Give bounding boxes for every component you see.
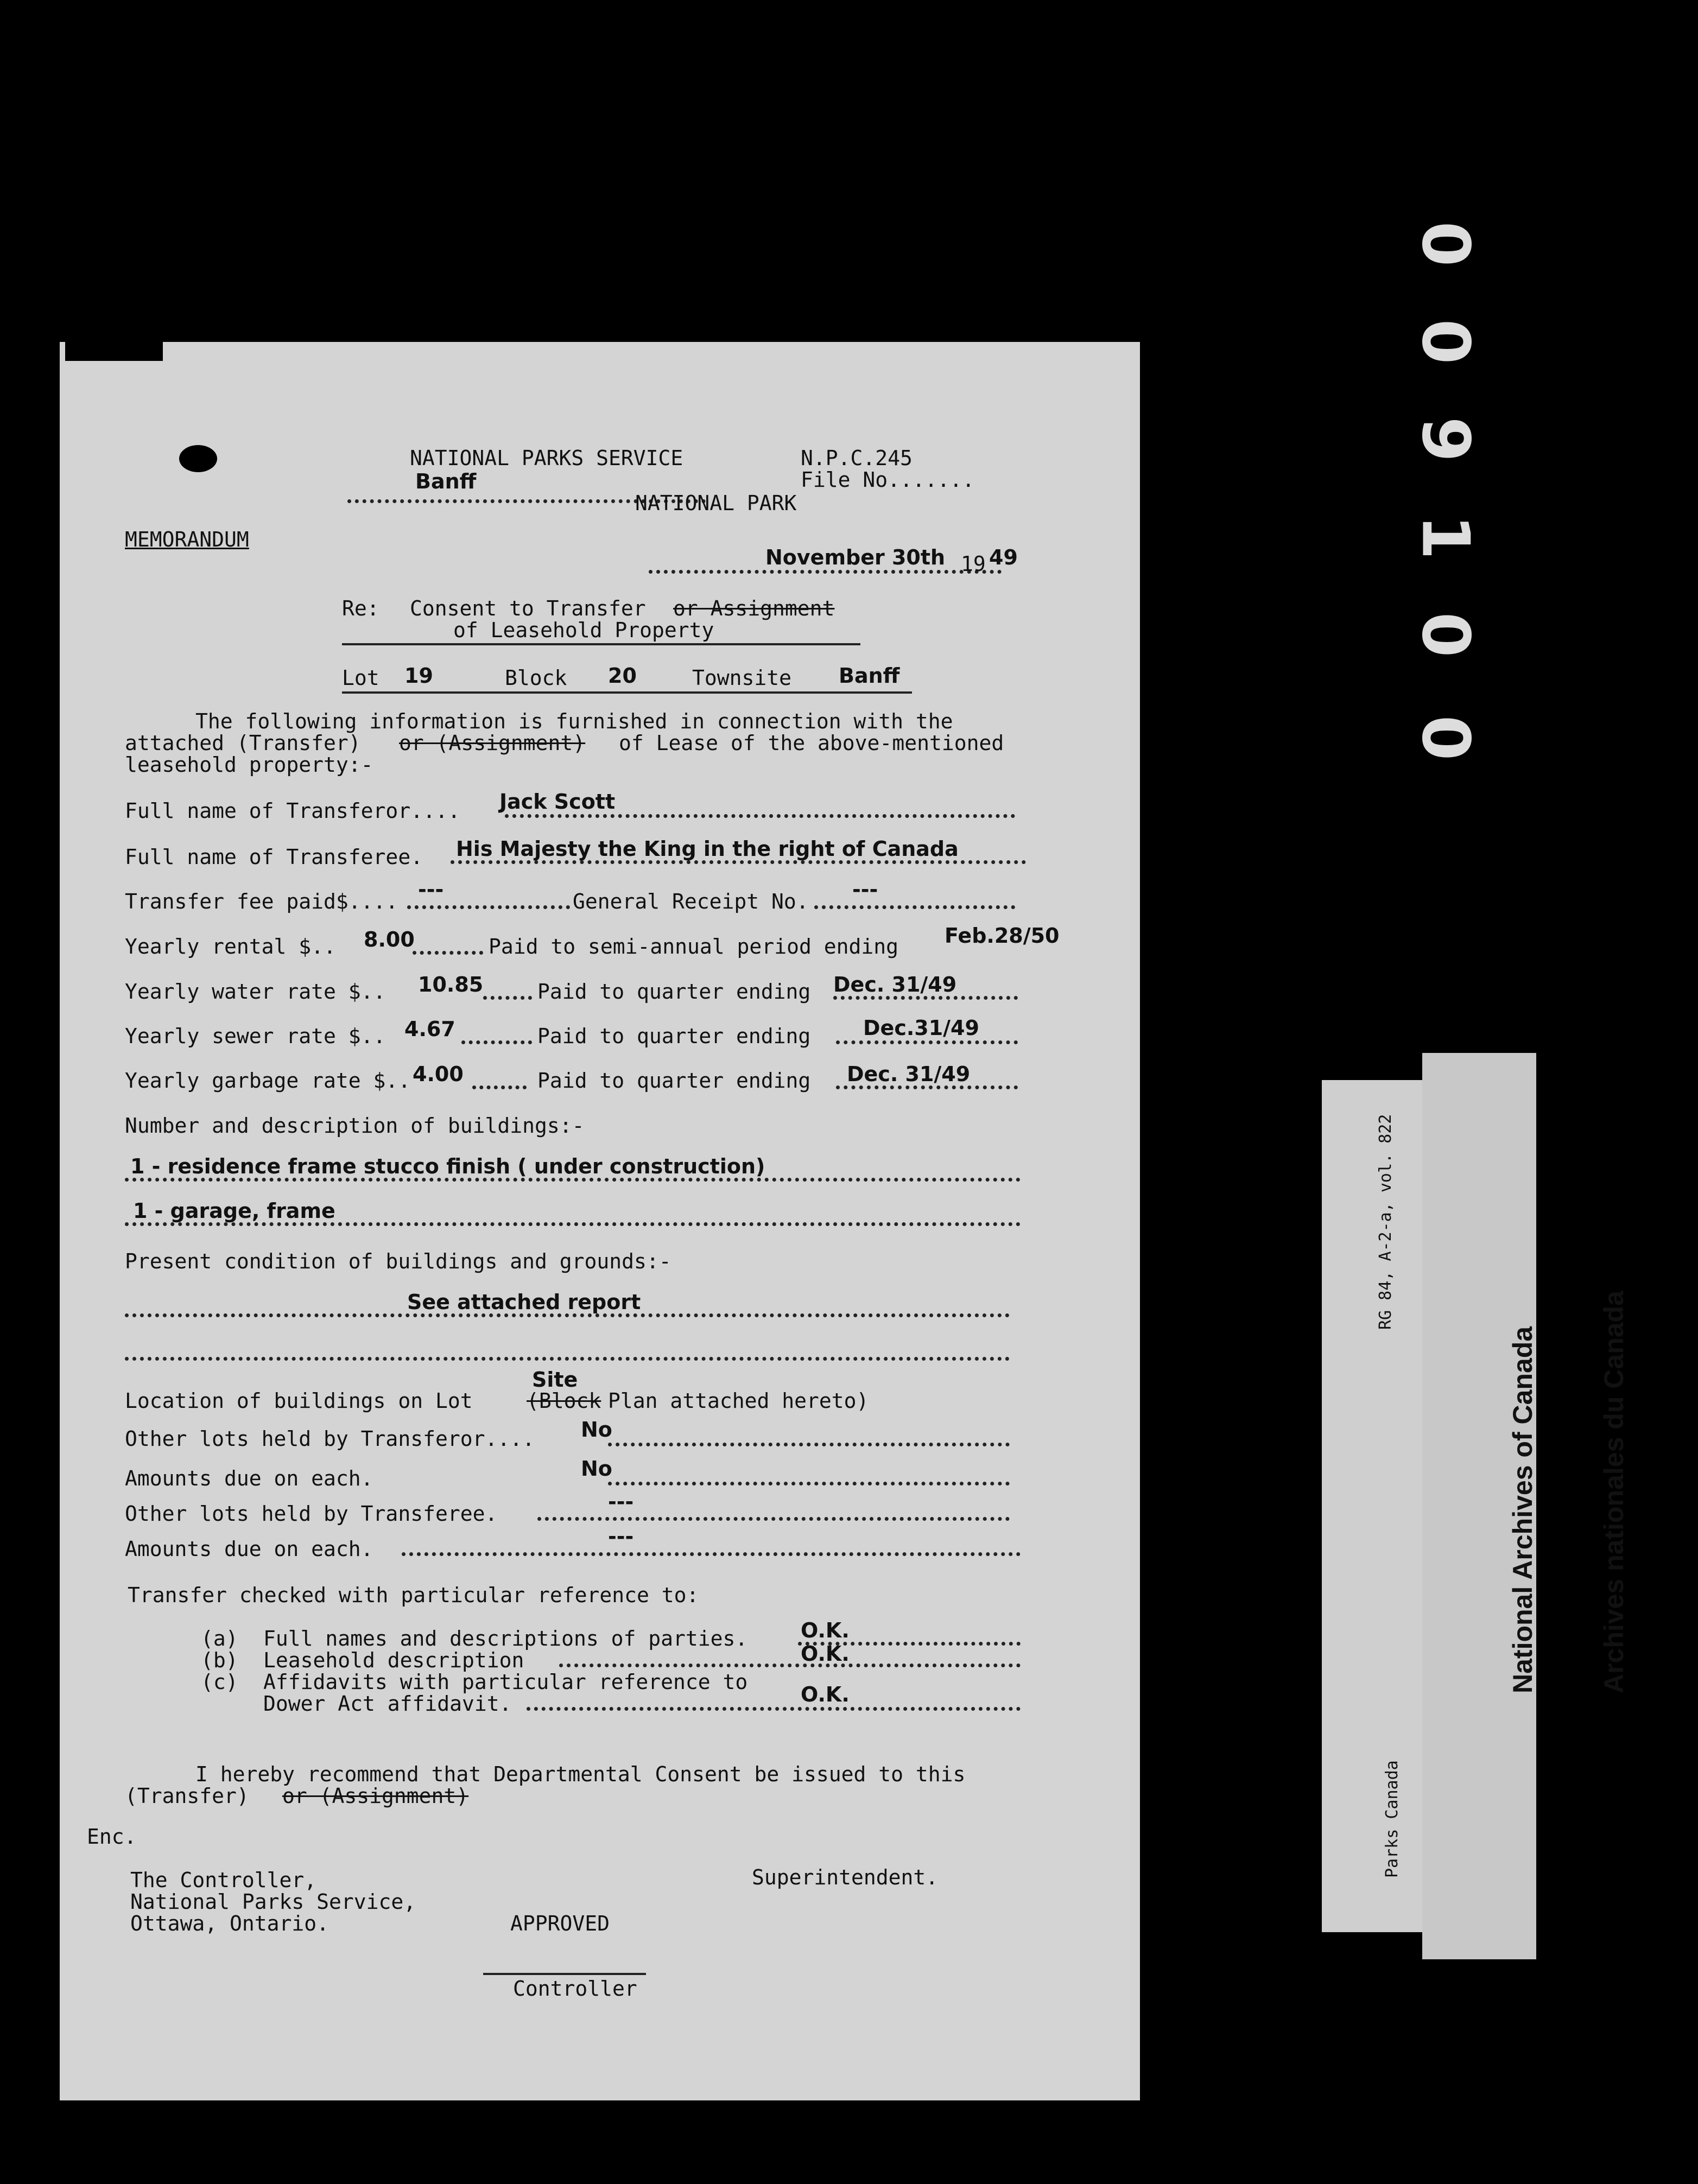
dotted-line (472, 1085, 527, 1089)
dotted-line (483, 996, 532, 1000)
dotted-line (608, 1443, 1010, 1446)
memorandum-heading: MEMORANDUM (125, 528, 249, 551)
lot-value: 19 (404, 664, 433, 688)
location-rest: Plan attached hereto) (608, 1389, 869, 1413)
amounts2-label: Amounts due on each. (125, 1537, 373, 1561)
re-line1-struck: or Assignment (673, 596, 835, 620)
reel-digit: 0 (1407, 612, 1483, 658)
dotted-line (537, 1517, 1010, 1521)
dotted-line (649, 570, 1002, 574)
file-number: File No....... (801, 468, 975, 492)
dotted-line (608, 1482, 1010, 1485)
signature-line (483, 1973, 646, 1975)
enclosure: Enc. (87, 1825, 137, 1849)
rental-end: Feb.28/50 (945, 924, 1060, 948)
dotted-line (836, 1040, 1018, 1044)
dotted-line (833, 996, 1018, 1000)
closing-line1: I hereby recommend that Departmental Consent be issued to this (195, 1762, 966, 1786)
archive-name-en: National Archives of Canada (1507, 1326, 1538, 1693)
sewer-end: Dec.31/49 (863, 1016, 979, 1040)
block-value: 20 (608, 664, 637, 688)
fee-label: Transfer fee paid$.... (125, 890, 398, 913)
dotted-line (505, 814, 1015, 818)
torn-corner (65, 337, 163, 361)
rental-label: Yearly rental $.. (125, 935, 336, 958)
intro-line3: leasehold property:- (125, 753, 373, 777)
water-mid: Paid to quarter ending (537, 980, 811, 1004)
check-b-key: (b) (201, 1648, 238, 1672)
rental-mid: Paid to semi-annual period ending (489, 935, 898, 958)
sewer-value: 4.67 (404, 1017, 455, 1041)
water-value: 10.85 (418, 973, 484, 996)
water-label: Yearly water rate $.. (125, 980, 386, 1004)
ink-blot (179, 445, 217, 472)
archive-name-label (1422, 1053, 1629, 1959)
memo-date: November 30th (765, 545, 946, 569)
location-insert: Site (532, 1368, 578, 1392)
check-c-text2: Dower Act affidavit. (263, 1692, 512, 1716)
fee-value: --- (418, 878, 444, 901)
year-suffix: 49 (989, 545, 1018, 569)
superintendent-signature: Superintendent. (752, 1865, 939, 1889)
check-a-key: (a) (201, 1627, 238, 1650)
buildings-label: Number and description of buildings:- (125, 1114, 585, 1138)
transferee-value: His Majesty the King in the right of Canada (456, 837, 959, 861)
npc-number: N.P.C.245 (801, 446, 913, 470)
block-label: Block (505, 666, 567, 690)
check-a-text: Full names and descriptions of parties. (263, 1627, 748, 1650)
dotted-line (461, 1040, 532, 1044)
re-line2: of Leasehold Property (453, 618, 714, 642)
other-transferee-value: --- (608, 1490, 634, 1514)
re-line1: Consent to Transfer (410, 596, 646, 620)
receipt-value: --- (852, 878, 878, 901)
dotted-line (814, 905, 1015, 909)
building-item-1: 1 - residence frame stucco finish ( under construction) (130, 1154, 765, 1178)
rental-value: 8.00 (364, 928, 415, 951)
reel-digit: 0 (1407, 715, 1483, 761)
dotted-line (125, 1313, 1010, 1317)
address-line2: National Parks Service, (130, 1890, 416, 1914)
closing-line2-struck: or (Assignment) (282, 1784, 469, 1808)
garbage-value: 4.00 (413, 1062, 464, 1086)
reel-digit: 9 (1407, 416, 1483, 462)
archive-reference-label (1322, 1080, 1422, 1932)
reel-digit: 1 (1407, 514, 1483, 560)
check-c-text1: Affidavits with particular reference to (263, 1670, 748, 1694)
address-line3: Ottawa, Ontario. (130, 1912, 330, 1935)
intro-line2b: of Lease of the above-mentioned (619, 731, 1004, 755)
transferor-label: Full name of Transferor.... (125, 799, 460, 823)
dotted-line (407, 905, 570, 909)
archive-ref-line: RG 84, A-2-a, vol. 822 (1376, 1114, 1395, 1330)
dotted-line (413, 951, 483, 955)
townsite-label: Townsite (692, 666, 792, 690)
service-title: NATIONAL PARKS SERVICE (410, 446, 683, 470)
dotted-line (527, 1707, 1021, 1711)
dotted-line (125, 1222, 1021, 1226)
re-label: Re: (342, 596, 379, 620)
intro-line2a: attached (Transfer) (125, 731, 361, 755)
archive-dept-line: Parks Canada (1383, 1760, 1402, 1878)
memorandum-page (60, 342, 1140, 2100)
check-a-value: O.K. (801, 1618, 850, 1642)
receipt-label: General Receipt No. (573, 890, 809, 913)
condition-value: See attached report (407, 1290, 641, 1314)
sewer-label: Yearly sewer rate $.. (125, 1024, 386, 1048)
check-b-value: O.K. (801, 1642, 850, 1666)
reel-digit: 0 (1407, 319, 1483, 365)
water-end: Dec. 31/49 (833, 973, 957, 996)
check-c-value: O.K. (801, 1683, 850, 1706)
reel-digit: 0 (1407, 221, 1483, 267)
other-transferor-label: Other lots held by Transferor.... (125, 1427, 535, 1451)
garbage-mid: Paid to quarter ending (537, 1069, 811, 1093)
underline (342, 691, 912, 694)
amounts2-value: --- (608, 1525, 634, 1548)
garbage-end: Dec. 31/49 (847, 1062, 971, 1086)
townsite-value: Banff (839, 664, 900, 688)
archive-name-fr: Archives nationales du Canada (1599, 1291, 1629, 1693)
other-transferor-value: No (581, 1418, 612, 1442)
amounts1-value: No (581, 1457, 612, 1481)
park-name: Banff (415, 469, 477, 493)
location-label: Location of buildings on Lot (125, 1389, 473, 1413)
controller-signature: Controller (513, 1977, 637, 2001)
transferee-label: Full name of Transferee. (125, 845, 423, 869)
check-label: Transfer checked with particular reference to: (128, 1583, 699, 1607)
park-suffix: NATIONAL PARK (635, 491, 797, 515)
intro-line1: The following information is furnished in connection with the (195, 709, 953, 733)
check-c-key: (c) (201, 1670, 238, 1694)
underline (342, 643, 860, 645)
building-item-2: 1 - garage, frame (133, 1199, 335, 1223)
intro-line2-struck: or (Assignment) (399, 731, 586, 755)
dotted-line (402, 1552, 1021, 1556)
dotted-line (125, 1178, 1021, 1182)
check-b-text: Leasehold description (263, 1648, 524, 1672)
dotted-line (125, 1357, 1010, 1361)
lot-label: Lot (342, 666, 379, 690)
condition-label: Present condition of buildings and grounds:- (125, 1249, 671, 1273)
address-line1: The Controller, (130, 1868, 317, 1892)
amounts1-label: Amounts due on each. (125, 1466, 373, 1490)
dotted-line (451, 860, 1026, 864)
other-transferee-label: Other lots held by Transferee. (125, 1502, 498, 1526)
transferor-value: Jack Scott (499, 790, 616, 814)
year-prefix: 19 (961, 552, 986, 576)
dotted-line (836, 1085, 1018, 1089)
approved-stamp: APPROVED (510, 1912, 610, 1935)
location-struck: (Block (527, 1389, 601, 1413)
dotted-line (559, 1664, 1021, 1667)
sewer-mid: Paid to quarter ending (537, 1024, 811, 1048)
closing-line2: (Transfer) (125, 1784, 249, 1808)
garbage-label: Yearly garbage rate $.. (125, 1069, 411, 1093)
